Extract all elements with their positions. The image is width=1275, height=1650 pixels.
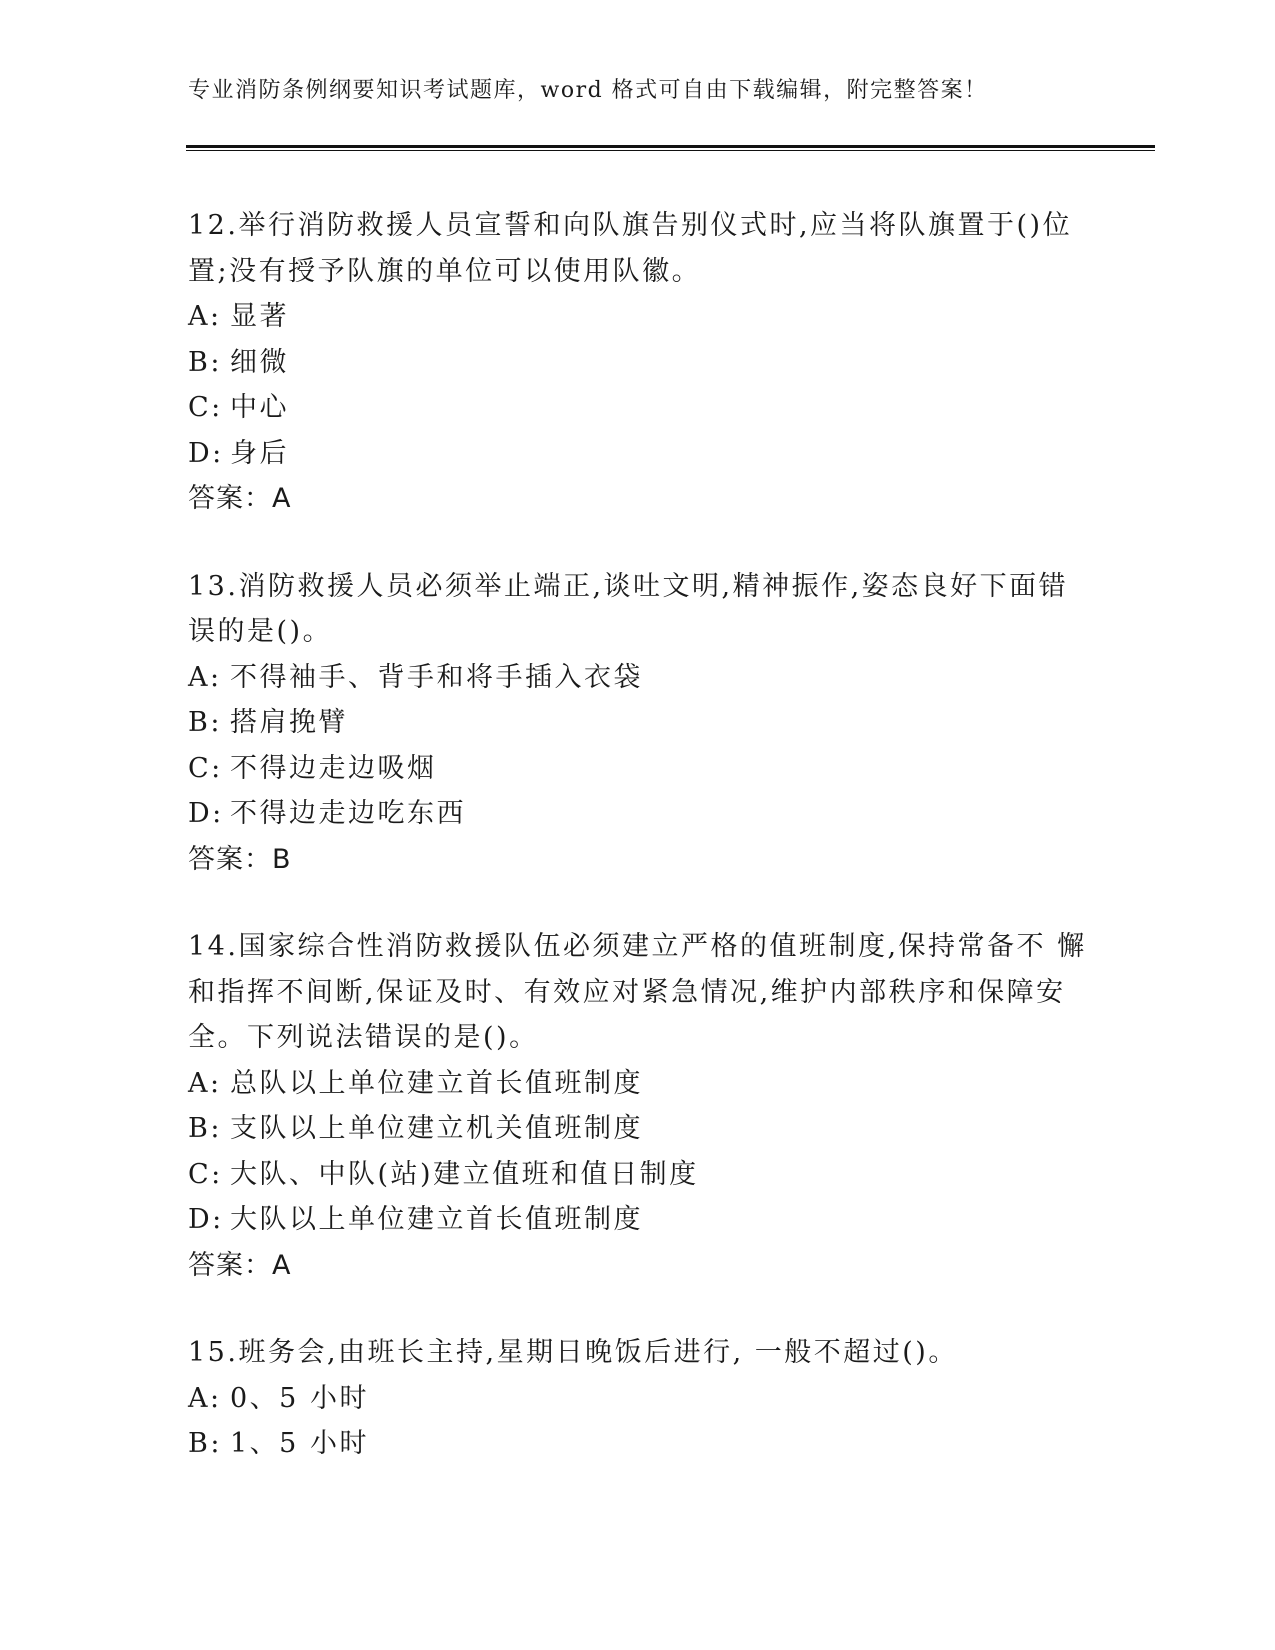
option-c	[188, 1152, 1088, 1198]
option-text: 大队、中队(站)建立值班和值日制度	[230, 1158, 699, 1190]
option-b	[188, 1106, 1088, 1152]
option-c	[188, 385, 1088, 431]
option-text: 支队以上单位建立机关值班制度	[230, 1113, 643, 1144]
answer-line: 答案：A	[188, 483, 292, 514]
option-text: 不得边走边吃东西	[230, 798, 466, 829]
header-rule-thick	[186, 145, 1155, 148]
option-letter: B:	[188, 1428, 222, 1459]
option-text: 1、5 小时	[230, 1428, 369, 1459]
option-text: 总队以上单位建立首长值班制度	[230, 1067, 643, 1099]
option-letter: D:	[188, 1204, 224, 1235]
option-a	[188, 1376, 1088, 1422]
option-b	[188, 1421, 1088, 1467]
question-15	[188, 1330, 1088, 1467]
option-letter: D:	[188, 437, 224, 469]
answer-line: 答案：A	[188, 1249, 292, 1281]
question-stem: 15.班务会,由班长主持,星期日晚饭后进行, 一般不超过()。	[188, 1337, 958, 1368]
option-text: 不得袖手、背手和将手插入衣袋	[230, 661, 643, 693]
question-list	[188, 203, 1088, 1467]
question-stem: 12.举行消防救援人员宣誓和向队旗告别仪式时,应当将队旗置于()位置;没有授予队旗的单位可以使用队徽。	[188, 210, 1073, 287]
option-d	[188, 431, 1088, 477]
option-d	[188, 1197, 1088, 1243]
option-letter: C:	[188, 1158, 223, 1190]
option-d	[188, 791, 1088, 837]
question-12	[188, 203, 1088, 522]
option-text: 细微	[230, 346, 289, 378]
question-stem: 14.国家综合性消防救援队伍必须建立严格的值班制度,保持常备不 懈和指挥不间断,保证及时、有效应对紧急情况,维护内部秩序和保障安全。下列说法错误的是()。	[188, 931, 1087, 1053]
option-text: 身后	[230, 437, 289, 469]
document-header: 专业消防条例纲要知识考试题库，word 格式可自由下载编辑，附完整答案！	[188, 78, 988, 103]
option-letter: D:	[188, 798, 224, 829]
option-letter: C:	[188, 752, 223, 784]
option-letter: B:	[188, 346, 222, 378]
option-letter: A:	[188, 1382, 222, 1414]
header-rule-thin	[186, 150, 1155, 151]
option-b	[188, 340, 1088, 386]
option-text: 0、5 小时	[230, 1382, 369, 1414]
option-b	[188, 700, 1088, 746]
question-14	[188, 924, 1088, 1288]
option-letter: C:	[188, 392, 223, 423]
option-letter: B:	[188, 1113, 222, 1144]
option-text: 大队以上单位建立首长值班制度	[230, 1204, 643, 1235]
option-letter: A:	[188, 661, 222, 693]
option-text: 中心	[230, 392, 289, 423]
option-letter: A:	[188, 301, 222, 332]
option-letter: A:	[188, 1067, 222, 1099]
option-letter: B:	[188, 707, 222, 738]
answer-line: 答案：B	[188, 843, 292, 875]
question-13	[188, 564, 1088, 883]
option-c	[188, 746, 1088, 792]
option-a	[188, 1061, 1088, 1107]
option-text: 显著	[230, 301, 289, 332]
option-a	[188, 294, 1088, 340]
option-text: 不得边走边吸烟	[230, 752, 437, 784]
option-a	[188, 655, 1088, 701]
option-text: 搭肩挽臂	[230, 707, 348, 738]
question-stem: 13.消防救援人员必须举止端正,谈吐文明,精神振作,姿态良好下面错误的是()。	[188, 570, 1069, 647]
